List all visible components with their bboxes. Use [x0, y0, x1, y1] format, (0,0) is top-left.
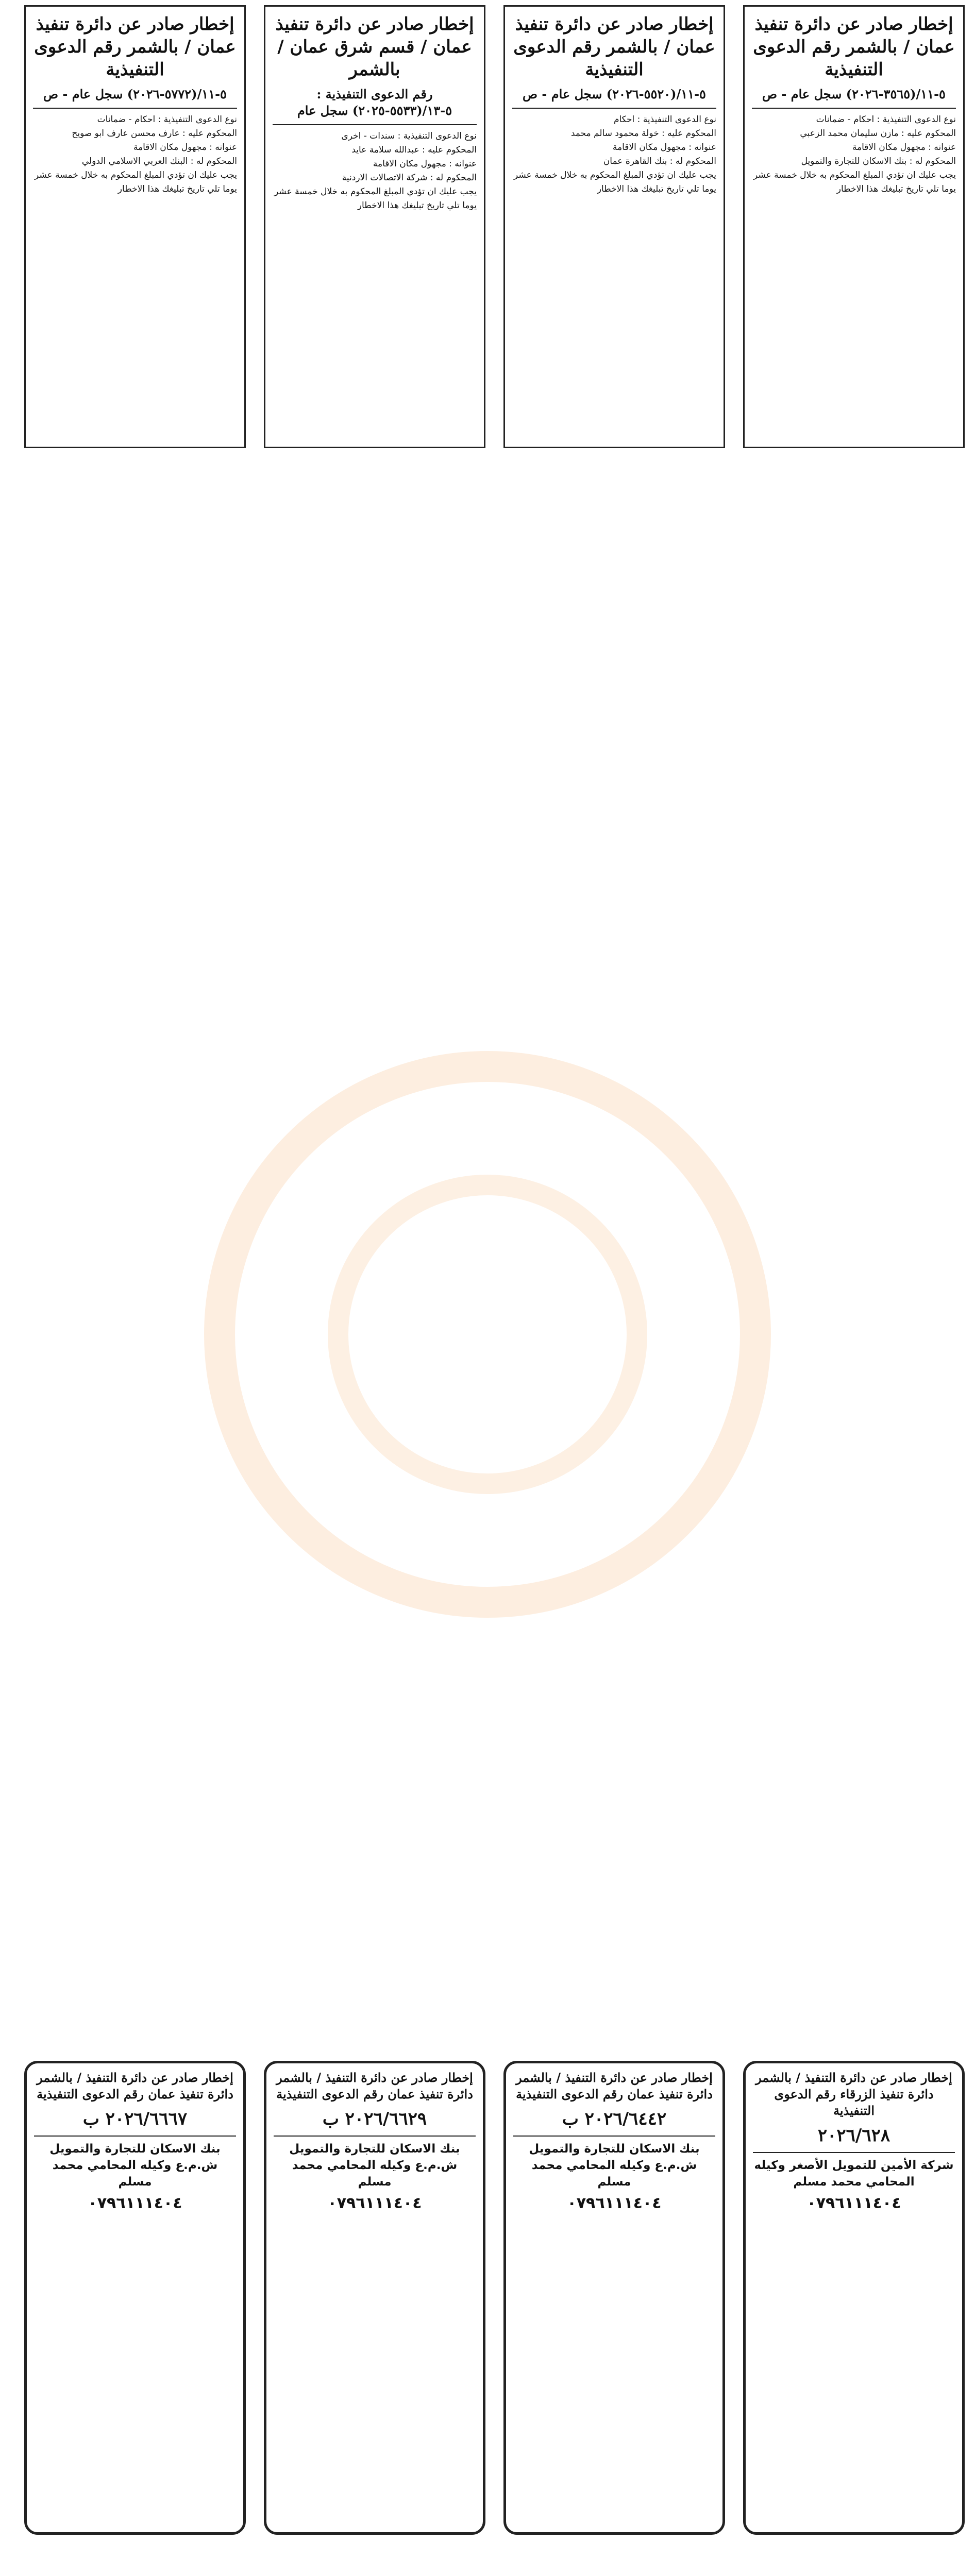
- notice-line: نوع الدعوى التنفيذية : احكام: [613, 114, 716, 125]
- notice-line: عنوانه : مجهول مكان الاقامة: [852, 142, 956, 152]
- notice-line: عنوانه : مجهول مكان الاقامة: [612, 142, 716, 152]
- notice-line: نوع الدعوى التنفيذية : سندات - اخرى: [341, 131, 477, 141]
- ad-phone: ٠٧٩٦١١١٤٠٤: [88, 2194, 182, 2212]
- divider: [513, 2136, 715, 2137]
- notice-line: المحكوم له : شركة الاتصالات الاردنية: [342, 173, 477, 183]
- ad-company: بنك الاسكان للتجارة والتمويل ش.م.ع وكيله المحامي محمد مسلم: [49, 2142, 221, 2189]
- ad-case: ٢٠٢٦/٦٤٤٢ ب: [562, 2109, 667, 2129]
- notice-head: إخطار صادر عن دائرة تنفيذ عمان / بالشمر رقم الدعوى التنفيذية: [34, 14, 236, 80]
- notice-line: المحكوم له : بنك القاهرة عمان: [603, 156, 716, 166]
- notice-head: إخطار صادر عن دائرة تنفيذ عمان / بالشمر رقم الدعوى التنفيذية: [513, 14, 715, 80]
- notice-line: عنوانه : مجهول مكان الاقامة: [133, 142, 237, 152]
- ad-company: بنك الاسكان للتجارة والتمويل ش.م.ع وكيله المحامي محمد مسلم: [529, 2142, 700, 2189]
- ad-phone: ٠٧٩٦١١١٤٠٤: [327, 2194, 422, 2212]
- divider: [273, 124, 477, 125]
- notice-case: ٥-١١/(٥٥٢٠-٢٠٢٦) سجل عام - ص: [523, 87, 706, 101]
- notice-line: المحكوم له : بنك الاسكان للتجارة والتمويل: [801, 156, 956, 166]
- ad-4: [24, 2061, 246, 2535]
- notice-line: عنوانه : مجهول مكان الاقامة: [373, 159, 477, 169]
- notice-4: [24, 5, 246, 448]
- notice-line: المحكوم عليه : خولة محمود سالم محمد: [570, 128, 716, 139]
- divider: [752, 108, 956, 109]
- ad-company: شركة الأمين للتمويل الأصغر وكيله المحامي محمد مسلم: [754, 2159, 954, 2189]
- notice-line: نوع الدعوى التنفيذية : احكام - ضمانات: [816, 114, 956, 125]
- ad-company: بنك الاسكان للتجارة والتمويل ش.م.ع وكيله المحامي محمد مسلم: [289, 2142, 460, 2189]
- notice-1: [743, 5, 965, 448]
- notice-head: إخطار صادر عن دائرة تنفيذ عمان / قسم شرق عمان / بالشمر: [275, 14, 474, 80]
- divider: [34, 2136, 236, 2137]
- ad-head: إخطار صادر عن دائرة التنفيذ / بالشمر دائرة تنفيذ عمان رقم الدعوى التنفيذية: [276, 2070, 473, 2102]
- divider: [753, 2152, 955, 2153]
- notice-line: يجب عليك ان تؤدي المبلغ المحكوم به خلال خمسة عشر يوما تلي تاريخ تبليغك هذا الاخطار: [514, 170, 716, 194]
- ad-head: إخطار صادر عن دائرة التنفيذ / بالشمر دائرة تنفيذ الزرقاء رقم الدعوى التنفيذية: [755, 2070, 952, 2118]
- notice-case: ٥-١١/(٥٧٧٢-٢٠٢٦) سجل عام - ص: [43, 87, 227, 101]
- ad-phone: ٠٧٩٦١١١٤٠٤: [806, 2194, 901, 2212]
- notice-case: ٥-١١/(٣٥٦٥-٢٠٢٦) سجل عام - ص: [762, 87, 946, 101]
- watermark-seal: [204, 1051, 771, 1618]
- ad-head: إخطار صادر عن دائرة التنفيذ / بالشمر دائرة تنفيذ عمان رقم الدعوى التنفيذية: [516, 2070, 713, 2102]
- notice-line: المحكوم عليه : مازن سليمان محمد الزعبي: [800, 128, 956, 139]
- divider: [512, 108, 716, 109]
- ad-2: [503, 2061, 725, 2535]
- ad-case: ٢٠٢٦/٦٦٢٩ ب: [322, 2109, 427, 2129]
- notice-head: إخطار صادر عن دائرة تنفيذ عمان / بالشمر رقم الدعوى التنفيذية: [753, 14, 955, 80]
- divider: [33, 108, 237, 109]
- notice-3: [264, 5, 485, 448]
- notice-line: المحكوم له : البنك العربي الاسلامي الدولي: [81, 156, 237, 166]
- notice-case: رقم الدعوى التنفيذية : ٥-١٣/(٥٥٣٣-٢٠٢٥) سجل عام: [297, 87, 452, 118]
- ad-phone: ٠٧٩٦١١١٤٠٤: [567, 2194, 662, 2212]
- notice-line: المحكوم عليه : عبدالله سلامة عايد: [351, 145, 477, 155]
- notice-2: [503, 5, 725, 448]
- notice-line: يجب عليك ان تؤدي المبلغ المحكوم به خلال خمسة عشر يوما تلي تاريخ تبليغك هذا الاخطار: [753, 170, 956, 194]
- divider: [274, 2136, 476, 2137]
- notice-line: نوع الدعوى التنفيذية : احكام - ضمانات: [97, 114, 237, 125]
- ad-3: [264, 2061, 485, 2535]
- ad-case: ٢٠٢٦/٦٦٦٧ ب: [82, 2109, 188, 2129]
- notice-line: يجب عليك ان تؤدي المبلغ المحكوم به خلال خمسة عشر يوما تلي تاريخ تبليغك هذا الاخطار: [274, 187, 477, 211]
- notice-line: المحكوم عليه : عارف محسن عارف ابو صويح: [72, 128, 237, 139]
- ad-case: ٢٠٢٦/٦٢٨: [817, 2125, 890, 2146]
- ad-1: [743, 2061, 965, 2535]
- ad-head: إخطار صادر عن دائرة التنفيذ / بالشمر دائرة تنفيذ عمان رقم الدعوى التنفيذية: [37, 2070, 233, 2102]
- notice-line: يجب عليك ان تؤدي المبلغ المحكوم به خلال خمسة عشر يوما تلي تاريخ تبليغك هذا الاخطار: [35, 170, 237, 194]
